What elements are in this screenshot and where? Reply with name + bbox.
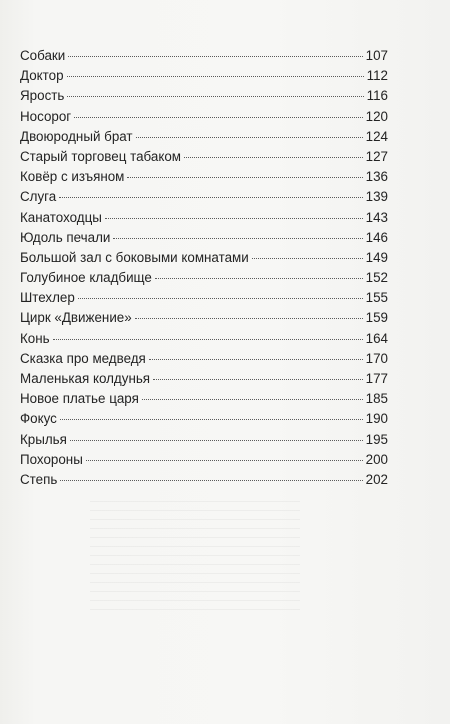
toc-entry <box>20 308 388 328</box>
toc-entry-title: Двоюродный брат <box>20 128 133 144</box>
toc-entry-page-number: 155 <box>365 290 388 306</box>
toc-entry-title: Маленькая колдунья <box>20 371 151 386</box>
show-through-text <box>90 500 300 610</box>
table-of-contents <box>20 46 388 490</box>
dot-leader <box>136 137 363 138</box>
toc-entry-title: Большой зал с боковыми комнатами <box>20 249 249 265</box>
toc-entry-title: Собаки <box>20 48 66 63</box>
toc-entry <box>20 66 388 86</box>
toc-entry-page-number: 136 <box>365 169 388 185</box>
toc-entry-page-number: 177 <box>365 371 388 386</box>
dot-leader <box>142 399 363 400</box>
toc-entry-title: Слуга <box>20 189 57 205</box>
toc-entry-title: Степь <box>20 471 58 487</box>
toc-entry <box>20 86 388 106</box>
toc-entry <box>20 187 388 207</box>
toc-entry-title: Сказка про медведя <box>20 350 146 366</box>
toc-entry <box>20 147 388 167</box>
toc-entry-page-number: 149 <box>365 249 388 265</box>
dot-leader <box>70 440 363 441</box>
dot-leader <box>113 238 362 239</box>
toc-entry <box>20 288 388 308</box>
toc-entry-page-number: 127 <box>365 148 388 164</box>
toc-entry <box>20 228 388 248</box>
toc-entry <box>20 167 388 187</box>
toc-entry-title: Доктор <box>20 68 64 84</box>
toc-entry <box>20 450 388 470</box>
toc-entry-page-number: 185 <box>365 391 388 407</box>
toc-entry <box>20 208 388 228</box>
toc-entry-title: Носорог <box>20 108 72 124</box>
toc-entry <box>20 389 388 409</box>
dot-leader <box>60 480 362 481</box>
dot-leader <box>67 96 363 97</box>
toc-entry <box>20 46 388 66</box>
toc-entry-title: Новое платье царя <box>20 391 139 407</box>
toc-entry-page-number: 164 <box>365 330 388 346</box>
toc-entry-title: Цирк «Движение» <box>20 310 132 326</box>
dot-leader <box>59 197 362 198</box>
toc-entry <box>20 409 388 429</box>
dot-leader <box>153 379 363 380</box>
dot-leader <box>149 359 363 360</box>
toc-entry-page-number: 200 <box>365 451 388 467</box>
toc-entry <box>20 349 388 369</box>
dot-leader <box>68 56 362 57</box>
toc-entry-title: Юдоль печали <box>20 229 111 245</box>
dot-leader <box>67 76 364 77</box>
toc-entry-page-number: 120 <box>365 108 388 124</box>
toc-entry <box>20 430 388 450</box>
dot-leader <box>135 318 363 319</box>
toc-entry-title: Канатоходцы <box>20 209 102 225</box>
toc-entry-page-number: 143 <box>365 209 388 225</box>
dot-leader <box>86 460 363 461</box>
toc-entry-page-number: 112 <box>366 68 388 84</box>
toc-entry <box>20 329 388 349</box>
toc-entry-page-number: 139 <box>365 189 388 205</box>
toc-entry-title: Ковёр с изъяном <box>20 169 125 185</box>
toc-entry <box>20 470 388 490</box>
toc-entry-page-number: 202 <box>365 471 388 487</box>
toc-entry <box>20 107 388 127</box>
toc-entry <box>20 127 388 147</box>
toc-entry <box>20 369 388 389</box>
toc-entry-page-number: 107 <box>365 48 388 63</box>
toc-entry-page-number: 152 <box>365 270 388 286</box>
toc-entry-page-number: 146 <box>365 229 388 245</box>
toc-entry-title: Фокус <box>20 411 57 427</box>
dot-leader <box>127 177 362 178</box>
dot-leader <box>252 258 363 259</box>
dot-leader <box>105 218 363 219</box>
toc-entry-page-number: 116 <box>366 88 388 104</box>
dot-leader <box>78 298 363 299</box>
toc-entry-page-number: 195 <box>365 431 388 447</box>
dot-leader <box>53 339 363 340</box>
toc-entry-title: Крылья <box>20 431 67 447</box>
toc-entry-title: Ярость <box>20 88 65 104</box>
toc-entry-title: Штехлер <box>20 290 75 306</box>
dot-leader <box>60 419 363 420</box>
toc-entry-title: Конь <box>20 330 50 346</box>
toc-entry-page-number: 159 <box>365 310 388 326</box>
toc-entry-page-number: 124 <box>365 128 388 144</box>
dot-leader <box>74 117 362 118</box>
toc-entry-title: Похороны <box>20 451 83 467</box>
toc-entry <box>20 268 388 288</box>
dot-leader <box>184 157 363 158</box>
toc-entry-title: Старый торговец табаком <box>20 148 181 164</box>
toc-entry-page-number: 190 <box>365 411 388 427</box>
toc-entry-title: Голубиное кладбище <box>20 270 152 286</box>
toc-entry <box>20 248 388 268</box>
toc-entry-page-number: 170 <box>365 350 388 366</box>
dot-leader <box>155 278 363 279</box>
